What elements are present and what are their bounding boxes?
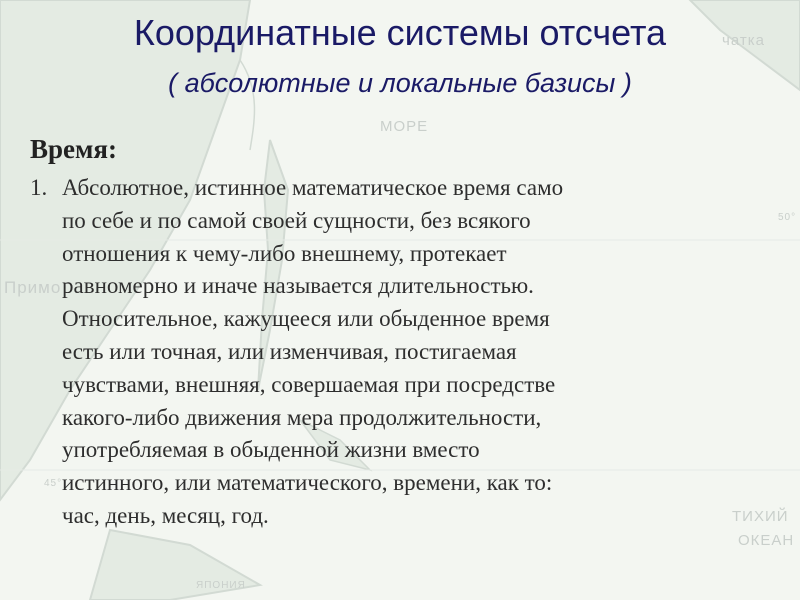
- list-text: [62, 172, 752, 533]
- map-label-kamchatka: чатка: [722, 32, 765, 49]
- text-line: истинного, или математического, времени, как то:: [62, 470, 553, 496]
- text-line: употребляемая в обыденной жизни вместо: [62, 437, 480, 463]
- map-label-latitude-45: 45°: [44, 478, 63, 489]
- list-number: 1.: [30, 175, 48, 200]
- text-line: час, день, месяц, год.: [62, 502, 269, 528]
- text-line: по себе и по самой своей сущности, без всякого: [62, 207, 531, 233]
- map-label-japan: ЯПОНИЯ: [196, 580, 246, 591]
- map-label-primorye: Примо: [4, 278, 62, 297]
- text-line: отношения к чему-либо внешнему, протекает: [62, 240, 507, 266]
- map-label-latitude-50: 50°: [778, 212, 797, 223]
- text-line: чувствами, внешняя, совершаемая при посредстве: [62, 371, 556, 397]
- slide-subtitle: ( абсолютные и локальные базисы ): [168, 68, 632, 98]
- map-label-ocean: ОКЕАН: [738, 532, 795, 549]
- text-line: есть или точная, или изменчивая, постигаемая: [62, 338, 517, 364]
- slide-title: Координатные системы отсчета: [133, 12, 667, 53]
- map-label-sea: МОРЕ: [380, 118, 429, 135]
- text-line: Относительное, кажущееся или обыденное время: [62, 306, 550, 332]
- map-label-pacific: ТИХИЙ: [732, 508, 789, 525]
- text-line: Абсолютное, истинное математическое время само: [62, 175, 564, 200]
- text-line: какого-либо движения мера продолжительности,: [62, 404, 542, 430]
- text-line: равномерно и иначе называется длительностью.: [62, 273, 534, 299]
- section-heading: Время:: [30, 134, 117, 164]
